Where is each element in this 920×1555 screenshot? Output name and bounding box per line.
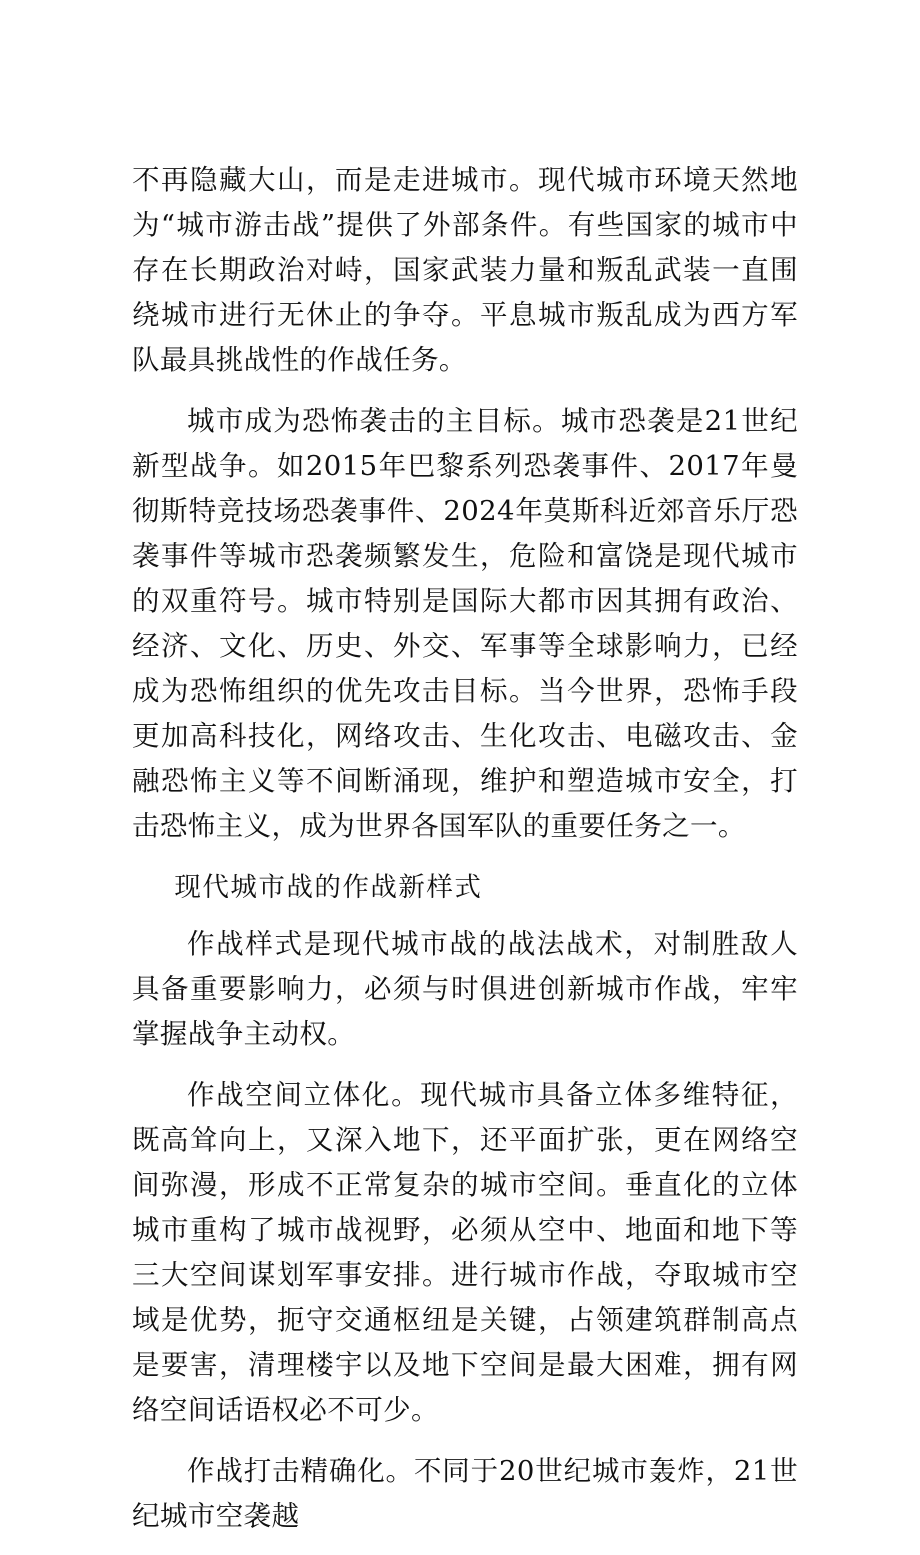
paragraph-urban-guerrilla: 不再隐藏大山，而是走进城市。现代城市环境天然地为“城市游击战”提供了外部条件。有些国家的城市中存在长期政治对峙，国家武装力量和叛乱武装一直围绕城市进行无休止的争夺。平息城市叛乱成为西方军队最具挑战性的作战任务。 [132,164,798,376]
paragraph-terror-attacks: 城市成为恐怖袭击的主目标。城市恐袭是21世纪新型战争。如2015年巴黎系列恐袭事件、2017年曼彻斯特竞技场恐袭事件、2024年莫斯科近郊音乐厅恐袭事件等城市恐袭频繁发生，危险和富饶是现代城市的双重符号。城市特别是国际大都市因其拥有政治、经济、文化、历史、外交、军事等全球影响力，已经成为恐怖组织的优先攻击目标。当今世界，恐怖手段更加高科技化，网络攻击、生化攻击、电磁攻击、金融恐怖主义等不间断涌现，维护和塑造城市安全，打击恐怖主义，成为世界各国军队的重要任务之一。 [132,405,798,842]
paragraph-3d-space: 作战空间立体化。现代城市具备立体多维特征，既高耸向上，又深入地下，还平面扩张，更在网络空间弥漫，形成不正常复杂的城市空间。垂直化的立体城市重构了城市战视野，必须从空中、地面和地下等三大空间谋划军事安排。进行城市作战，夺取城市空域是优势，扼守交通枢纽是关键，占领建筑群制高点是要害，清理楼宇以及地下空间是最大困难，拥有网络空间话语权必不可少。 [132,1079,798,1426]
document-body [132,158,798,1555]
paragraph-precision-strike: 作战打击精确化。不同于20世纪城市轰炸，21世纪城市空袭越 [132,1455,798,1532]
paragraph-combat-styles: 作战样式是现代城市战的战法战术，对制胜敌人具备重要影响力，必须与时俱进创新城市作战，牢牢掌握战争主动权。 [132,928,798,1050]
section-heading: 现代城市战的作战新样式 [174,872,483,903]
